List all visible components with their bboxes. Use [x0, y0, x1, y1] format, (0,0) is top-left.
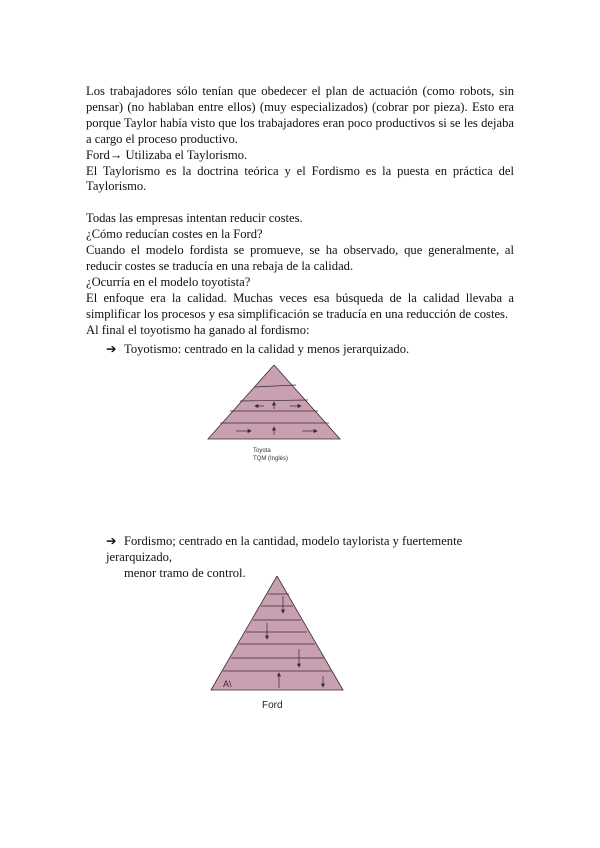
arrow-bullet-icon: ➔	[106, 342, 117, 356]
paragraph-fordist-model: Cuando el modelo fordista se promueve, se ha observado, que generalmente, al reducir costes se traducía en una rebaja de la calidad.	[86, 243, 514, 273]
bullet-toyotismo	[106, 341, 516, 357]
ford-pyramid-diagram	[209, 576, 345, 692]
ford-caption: Ford	[262, 700, 283, 711]
bullet-fordismo	[106, 533, 516, 581]
bullet-fordismo-text-line2: menor tramo de control.	[124, 566, 246, 580]
ford-corner-mark: A\	[223, 679, 232, 689]
bullet-toyotismo-text: Toyotismo: centrado en la calidad y menos jerarquizado.	[124, 342, 410, 356]
arrow-bullet-icon: ➔	[106, 534, 117, 548]
paragraph-reduce-costs: Todas las empresas intentan reducir costes.	[86, 211, 303, 226]
paragraph-quality-focus: El enfoque era la calidad. Muchas veces esa búsqueda de la calidad llevaba a simplificar los procesos y esa simplificación se traducía en una reducción de costes.	[86, 290, 514, 321]
bullet-fordismo-text-line1: Fordismo; centrado en la cantidad, modelo taylorista y fuertemente jerarquizado,	[106, 534, 463, 564]
toyota-caption-line1: Toyota	[253, 448, 271, 454]
question-toyota: ¿Ocurría en el modelo toyotista?	[86, 274, 251, 289]
toyota-pyramid-diagram	[206, 365, 342, 441]
paragraph-conclusion: Al final el toyotismo ha ganado al fordismo:	[86, 322, 310, 337]
toyota-caption	[253, 447, 288, 463]
paragraph-taylor-workers: Los trabajadores sólo tenían que obedecer el plan de actuación (como robots, sin pensar) (no hablaban entre ellos) (muy especializados) (cobrar por pieza). Esto era porque Taylor había visto que los trabajadores eran poco productivos si se les dejaba a cargo el proceso productivo.	[86, 84, 514, 146]
question-ford: ¿Cómo reducían costes en la Ford?	[86, 227, 263, 242]
toyota-caption-line2: TQM (Inglés)	[253, 456, 289, 462]
blank-line	[86, 195, 514, 211]
ford-pyramid-shape	[211, 576, 343, 690]
paragraph-ford-taylorism: Ford→ Utilizaba el Taylorismo.	[86, 147, 248, 162]
body-text	[86, 84, 514, 338]
paragraph-doctrine: El Taylorismo es la doctrina teórica y el Fordismo es la puesta en práctica del Taylorismo.	[86, 163, 514, 194]
